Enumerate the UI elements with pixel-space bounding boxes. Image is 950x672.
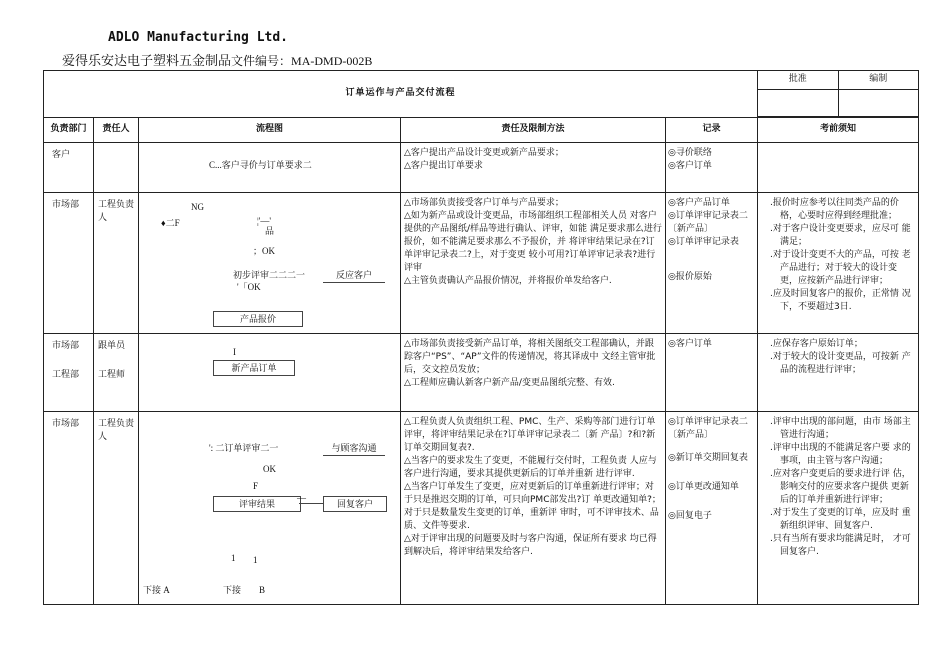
dept-cell (44, 334, 94, 412)
record-item (668, 249, 755, 271)
responsibility-line: △市场部负责接受新产品订单，将相关图纸交工程部确认，并跟踪客户“PS”、“AP”文件的传递情况，将其译成中 文经主管审批后，交文控员发放； (404, 339, 656, 376)
flow-cell (139, 193, 401, 334)
record-item: ◎回复电子 (668, 511, 712, 522)
record-item: ◎报价原始 (668, 272, 712, 283)
notes-cell (758, 412, 919, 605)
company-name-en: ADLO Manufacturing Ltd. (108, 30, 289, 45)
process-table (43, 70, 919, 605)
flow-f-label: F (253, 481, 259, 491)
responsibility-line: △市场部负责接受客户订单与产品要求； (404, 198, 564, 208)
record-item: ◎订单评审记录表二〔新产品〕 (668, 211, 748, 235)
person-name: 工程负责人 (98, 419, 135, 443)
person-cell (94, 334, 139, 412)
table-row (44, 412, 919, 605)
person-cell (94, 143, 139, 193)
record-item: ◎客户订单 (668, 339, 712, 349)
approve-signature (758, 89, 838, 116)
table-row (44, 334, 919, 412)
flow-mark: I (233, 347, 236, 357)
record-cell (666, 193, 758, 334)
approve-label: 批准 (758, 71, 838, 89)
note-item: .对于客户设计变更要求，应尽可 能满足； (770, 224, 911, 248)
flow-react-customer: 反应客户 (323, 268, 385, 283)
person-cell (94, 193, 139, 334)
flow-review-result-box: 评审结果 (213, 496, 301, 512)
compile-signature (838, 89, 918, 116)
person-cell (94, 412, 139, 605)
record-item: ◎订单更改通知单 (668, 482, 739, 493)
responsibility-cell (401, 143, 666, 193)
dept-name: 工程部 (52, 370, 80, 381)
responsibility-line: △客户提出订单要求 (404, 161, 483, 172)
responsibility-line: △工程负责人负责组织工程、PMC、生产、采购等部门进行订单评审，将评审结果记录在?订单评审记录表二〔新 产品〕?和?新订单交期回复表?. (404, 417, 656, 454)
col-header-record: 记录 (666, 118, 758, 143)
doc-number-label: 文件编号： (231, 54, 292, 68)
record-cell (666, 143, 758, 193)
note-item: .应保存客户原始订单； (770, 339, 863, 349)
responsibility-cell (401, 334, 666, 412)
flow-quote-box: 产品报价 (213, 311, 303, 327)
col-header-dept: 负责部门 (44, 118, 94, 143)
dept-name: 市场部 (52, 341, 80, 351)
record-item (668, 442, 755, 452)
approval-block (758, 71, 919, 117)
record-item: ◎寻价联络 (668, 148, 712, 158)
notes-cell (758, 334, 919, 412)
notes-cell (758, 143, 919, 193)
flow-ok-label: OK (263, 464, 276, 474)
flow-reply-customer-box: 回复客户 (323, 496, 387, 512)
flow-connector: — (297, 493, 306, 503)
company-name-cn-line (62, 50, 372, 69)
record-cell (666, 412, 758, 605)
note-item: .对于发生了变更的订单，应及时 重新组织评审、回复客户. (770, 508, 911, 532)
note-item: .评审中出现的不能满足客户要 求的事项，由主管与客户沟通； (770, 443, 911, 467)
record-item: ◎客户产品订单 (668, 198, 730, 208)
doc-title-text: 订单运作与产品交付流程 (345, 88, 456, 99)
col-header-person: 责任人 (94, 118, 139, 143)
note-item: .应及时回复客户的报价，正常情 况下，不要超过3日. (770, 289, 911, 313)
responsibility-line: △工程师应确认新客户新产品/变更品图纸完整、有效. (404, 378, 615, 389)
doc-number: MA-DMD-002B (291, 54, 373, 68)
dept-name: 市场部 (52, 200, 80, 210)
flow-review-step: 初步评审二二二一 (233, 270, 306, 280)
responsibility-line: △当客户的要求发生了变更，不能履行交付时，工程负责 人应与客户进行沟通，要求其提供更新后的订单并重新 进行评审. (404, 456, 657, 480)
record-item: ◎客户订单 (668, 161, 712, 172)
flow-ok-label: ；OK (253, 246, 275, 256)
flow-review-step: ': 二订单评审二一 (209, 443, 279, 453)
table-row (44, 143, 919, 193)
flow-b-label: B (259, 585, 266, 595)
flow-ok-label: '「OK (237, 282, 261, 292)
note-item: .对于设计变更不大的产品，可按 老产品进行；对于较大的设计变 更，应按新产品进行评审； (770, 250, 911, 287)
doc-title (44, 71, 758, 118)
flow-mark: ♦二F (161, 218, 180, 228)
note-item: .对于较大的设计变更品，可按新 产品的流程进行评审； (770, 352, 911, 376)
record-item: ◎订单评审记录表 (668, 237, 739, 248)
company-name-cn: 爱得乐安达电子塑料五金制品 (62, 54, 232, 69)
record-item (668, 465, 755, 481)
responsibility-line: △如为新产品或设计变更品，市场部组织工程部相关人员 对客户提供的产品图纸/样品等进行确认、评审，如能 满足要求那么进行报价，如不能满足要求那么不予报价，并 将评审结果记录在?订单评审记录表二?上，对于变更 较小可用?订单评审记录表?进行评审 (404, 211, 662, 274)
person-name: 工程负责人 (98, 200, 135, 224)
dept-cell (44, 143, 94, 193)
notes-cell (758, 193, 919, 334)
responsibility-line: △当客户订单发生了变更，应对更新后的订单重新进行评审；对于只是推迟交期的订单，可只向PMC部发出?订 单更改通知单?；对于只是数量发生变更的订单，重新评 审时，可不评审技术、品质、文件等要求. (404, 482, 661, 532)
note-item: .应对客户变更后的要求进行评 估，影响交付的应要求客户提供 更新后的订单并重新进行评审； (770, 469, 911, 506)
flow-cell (139, 412, 401, 605)
table-row (44, 193, 919, 334)
responsibility-cell (401, 412, 666, 605)
flow-cell (139, 334, 401, 412)
responsibility-line: △客户提出产品设计变更或新产品要求； (404, 148, 564, 158)
flow-ng-label: NG (191, 202, 204, 212)
note-item: .只有当所有要求均能满足时， 才可回复客户. (770, 534, 911, 558)
flow-continue-a: 下接 A (143, 585, 170, 595)
dept-cell (44, 412, 94, 605)
flow-mark: 品 (265, 226, 275, 236)
dept-cell (44, 193, 94, 334)
flow-mark: 1 (253, 555, 258, 565)
dept-name: 客户 (52, 150, 71, 160)
person-name: 工程师 (98, 370, 126, 381)
dept-name: 市场部 (52, 419, 80, 429)
flow-mark: ¦'—' (257, 216, 272, 226)
col-header-notes: 考前须知 (758, 118, 919, 143)
flow-start-text: C...客户寻价与订单要求二 (209, 160, 312, 170)
record-cell (666, 334, 758, 412)
flow-new-order-box: 新产品订单 (213, 360, 295, 376)
record-item: ◎新订单交期回复表 (668, 453, 748, 464)
compile-label: 编制 (838, 71, 918, 89)
note-item: .报价时应参考以往同类产品的价 格，心要时应得到经理批准； (770, 198, 899, 222)
responsibility-line: △主管负责确认产品报价情况，并将报价单发给客户. (404, 276, 612, 287)
col-header-flow: 流程图 (139, 118, 401, 143)
responsibility-line: △对于评审出现的问题要及时与客户沟通，保证所有要求 均已得到解决后，将评审结果发给客户. (404, 534, 657, 558)
note-item: .评审中出现的部问题，由市 场部主管进行沟通； (770, 417, 911, 441)
record-item (668, 494, 755, 510)
responsibility-cell (401, 193, 666, 334)
flow-continue-b: 下接 (223, 585, 242, 595)
record-item: ◎订单评审记录表二〔新产品〕 (668, 417, 748, 441)
col-header-responsibility: 责任及限制方法 (401, 118, 666, 143)
flow-arrow-line (299, 503, 323, 504)
flow-customer-comm: 与顾客沟通 (323, 441, 385, 456)
flow-mark: 1 (231, 553, 236, 563)
person-name: 跟单员 (98, 341, 126, 351)
flow-cell (139, 143, 401, 193)
